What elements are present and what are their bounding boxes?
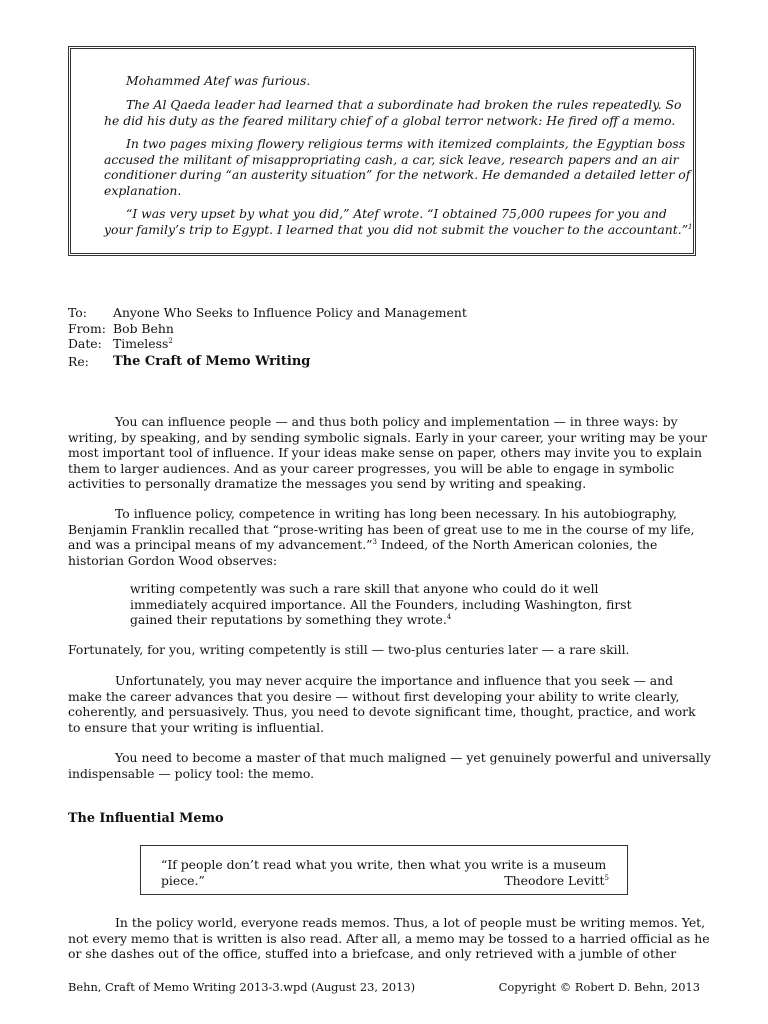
body-paragraph-5: You need to become a master of that much maligned — yet genuinely powerful and universally indispensable — policy tool: the memo. <box>68 750 711 781</box>
re-label: Re: <box>68 353 89 369</box>
body-paragraph-3: Fortunately, for you, writing competently is still — two-plus centuries later — a rare skill. <box>68 642 630 657</box>
epigraph-quote: “If people don’t read what you write, then what you write is a museum piece.” <box>161 857 607 888</box>
body-paragraph-6: In the policy world, everyone reads memos. Thus, a lot of people must be writing memos. Yet, not every memo that is written is also read. After all, a memo may be tossed to a harried official as he or she dashes out of the office, stuffed into a briefcase, and only retrieved with a jumble of other <box>68 915 710 961</box>
footer-filename: Behn, Craft of Memo Writing 2013-3.wpd (August 23, 2013) <box>68 980 416 994</box>
date-label: Date: <box>68 336 102 351</box>
news-excerpt-box <box>68 46 696 256</box>
epigraph-attribution: Theodore Levitt$^5$ <box>504 873 609 888</box>
excerpt-paragraph-3: In two pages mixing flowery religious terms with itemized complaints, the Egyptian boss accused the militant of misappropriating cash, a car, sick leave, research papers and an air conditioner during “an austerity situation” for the network. He demanded a detailed letter of explanation. <box>104 136 691 198</box>
body-paragraph-4: Unfortunately, you may never acquire the importance and influence that you seek — and make the career advances that you desire — without first developing your ability to write clearly, coherently, and persuasively. Thus, you need to devote significant time, thought, practice, and work to ensure that your writing is influential. <box>68 673 696 735</box>
memo-re-row <box>68 354 467 370</box>
footnote-ref-1[interactable]: 1 <box>688 222 693 231</box>
memo-date-row <box>68 336 467 352</box>
to-value: Anyone Who Seeks to Influence Policy and Management <box>113 305 467 320</box>
memo-header <box>68 305 467 369</box>
memo-to-row <box>68 305 467 321</box>
memo-from-row <box>68 321 467 337</box>
to-label: To: <box>68 305 87 320</box>
section-heading: The Influential Memo <box>68 811 224 826</box>
footnote-ref-2[interactable]: 2 <box>168 336 173 345</box>
from-value: Bob Behn <box>113 320 174 336</box>
wood-block-quote: writing competently was such a rare skill that anyone who could do it well immediately acquired importance. All the Founders, including Washington, first gained their reputations by something they wrote.$^4$ <box>130 581 632 627</box>
from-label: From: <box>68 320 106 336</box>
footnote-ref-4[interactable]: 4 <box>446 612 452 621</box>
levitt-epigraph-box <box>140 845 628 895</box>
excerpt-paragraph-2: The Al Qaeda leader had learned that a subordinate had broken the rules repeatedly. So he did his duty as the feared military chief of a global terror network: He fired off a memo. <box>104 97 682 128</box>
memo-title: The Craft of Memo Writing <box>113 353 311 369</box>
excerpt-paragraph-1: Mohammed Atef was furious. <box>126 73 311 88</box>
footnote-ref-3[interactable]: 3 <box>372 537 377 546</box>
footnote-ref-5[interactable]: 5 <box>604 873 609 882</box>
date-value: Timeless <box>113 336 169 351</box>
excerpt-last-line: your family’s trip to Egypt. I learned that you did not submit the voucher to the accountant.” <box>104 221 689 237</box>
body-paragraph-1: You can influence people — and thus both policy and implementation — in three ways: by writing, by speaking, and by sending symbolic signals. Early in your career, your writing may be your most important tool of influence. If your ideas make sense on paper, others may invite you to explain them to larger audiences. And as your career progresses, you will be able to engage in symbolic activities to personally dramatize the messages you send by writing and speaking. <box>68 414 708 491</box>
footer-copyright: Copyright © Robert D. Behn, 2013 <box>498 980 700 994</box>
excerpt-paragraph-4: “I was very upset by what you did,” Atef wrote. “I obtained 75,000 rupees for you and your family’s trip to Egypt. I learned that you did not submit the voucher to the accountant.”$^1$ <box>104 206 693 237</box>
body-paragraph-2: To influence policy, competence in writing has long been necessary. In his autobiography, Benjamin Franklin recalled that “prose-writing has been of great use to me in the course of my life, and was a principal means of my advancement.”$^3$ Indeed, of the North American colonies, the historian Gordon Wood observes: <box>68 506 695 568</box>
